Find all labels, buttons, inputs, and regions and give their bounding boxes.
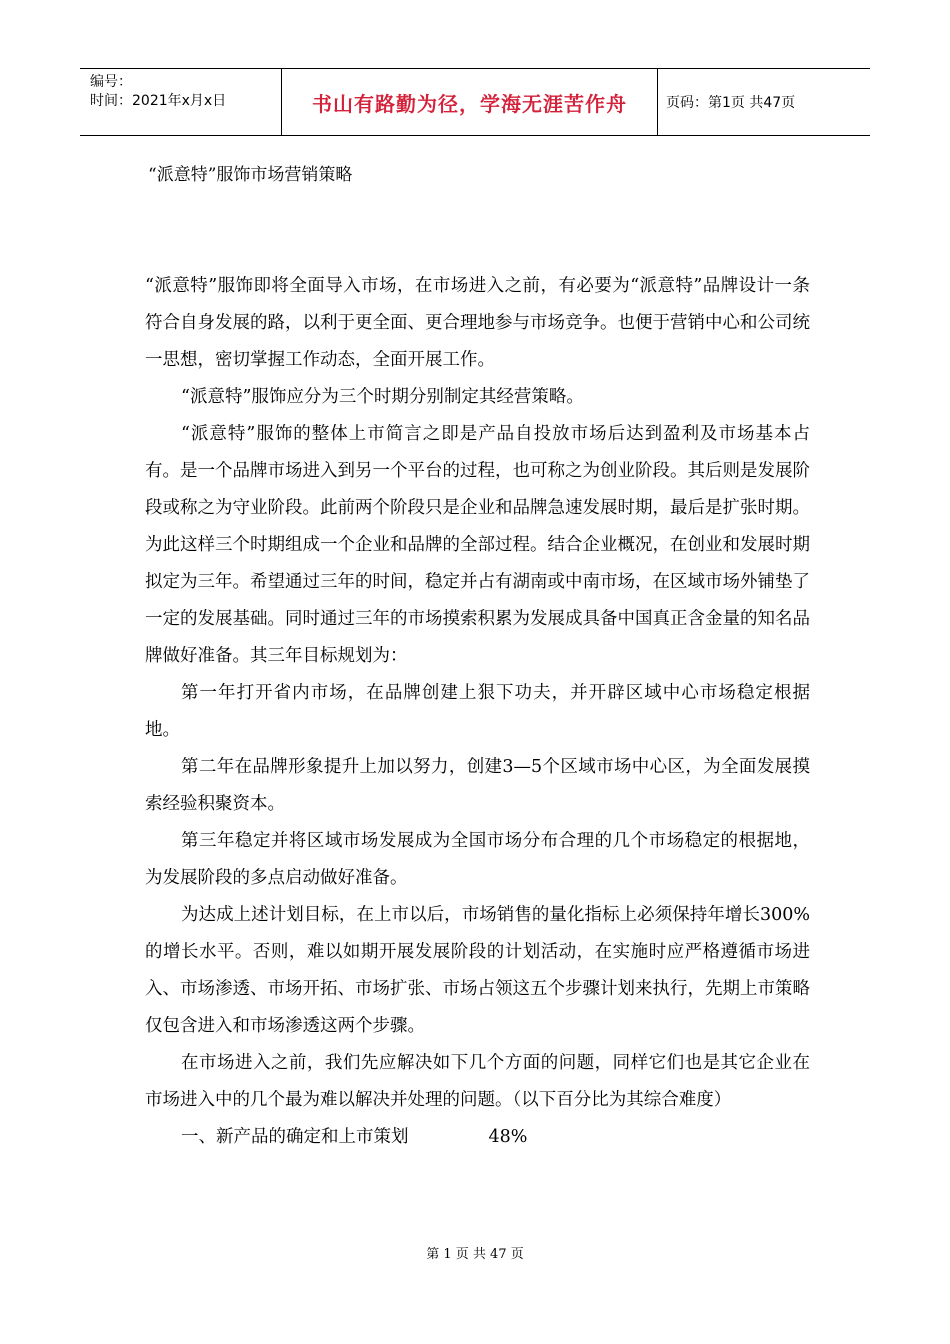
paragraph: 在市场进入之前，我们先应解决如下几个方面的问题，同样它们也是其它企业在市场进入中的几个最为难以解决并处理的问题。（以下百分比为其综合难度） bbox=[145, 1053, 810, 1110]
paragraph: 第二年在品牌形象提升上加以努力，创建3—5个区域市场中心区，为全面发展摸索经验积聚资本。 bbox=[145, 757, 810, 814]
number-label: 编号： bbox=[90, 74, 132, 90]
paragraph: 第一年打开省内市场，在品牌创建上狠下功夫，并开辟区域中心市场稳定根据地。 bbox=[145, 683, 810, 740]
paragraph: “派意特”服饰即将全面导入市场，在市场进入之前，有必要为“派意特”品牌设计一条符合自身发展的路，以利于更全面、更合理地参与市场竞争。也便于营销中心和公司统一思想，密切掌握工作动态，全面开展工作。 bbox=[145, 276, 810, 370]
header-info-cell bbox=[80, 69, 282, 135]
paragraph: “派意特”服饰应分为三个时期分别制定其经营策略。 bbox=[181, 387, 584, 407]
header-page-cell bbox=[658, 69, 870, 135]
header-motto-cell bbox=[282, 69, 658, 135]
outline-item bbox=[145, 1119, 810, 1156]
page-label: 页码：第1页 共47页 bbox=[666, 95, 796, 111]
document-title: “派意特”服饰市场营销策略 bbox=[148, 165, 353, 185]
outline-item-label: 一、新产品的确定和上市策划 bbox=[181, 1127, 409, 1147]
header-table bbox=[80, 68, 870, 136]
motto-text: 书山有路勤为径，学海无涯苦作舟 bbox=[312, 91, 627, 116]
paragraph: 为达成上述计划目标，在上市以后，市场销售的量化指标上必须保持年增长300%的增长水平。否则，难以如期开展发展阶段的计划活动，在实施时应严格遵循市场进入、市场渗透、市场开拓、市场扩张、市场占领这五个步骤计划来执行，先期上市策略仅包含进入和市场渗透这两个步骤。 bbox=[145, 905, 810, 1036]
document-body bbox=[145, 268, 810, 1156]
page-footer: 第 1 页 共 47 页 bbox=[426, 1247, 524, 1262]
outline-item-percent: 48% bbox=[488, 1127, 528, 1147]
paragraph: “派意特”服饰的整体上市简言之即是产品自投放市场后达到盈利及市场基本占有。是一个品牌市场进入到另一个平台的过程，也可称之为创业阶段。其后则是发展阶段或称之为守业阶段。此前两个阶段只是企业和品牌急速发展时期，最后是扩张时期。为此这样三个时期组成一个企业和品牌的全部过程。结合企业概况，在创业和发展时期拟定为三年。希望通过三年的时间，稳定并占有湖南或中南市场，在区域市场外铺垫了一定的发展基础。同时通过三年的市场摸索积累为发展成具备中国真正含金量的知名品牌做好准备。其三年目标规划为： bbox=[145, 424, 810, 666]
time-label: 时间：2021年x月x日 bbox=[90, 93, 227, 109]
paragraph: 第三年稳定并将区域市场发展成为全国市场分布合理的几个市场稳定的根据地，为发展阶段的多点启动做好准备。 bbox=[145, 831, 810, 888]
